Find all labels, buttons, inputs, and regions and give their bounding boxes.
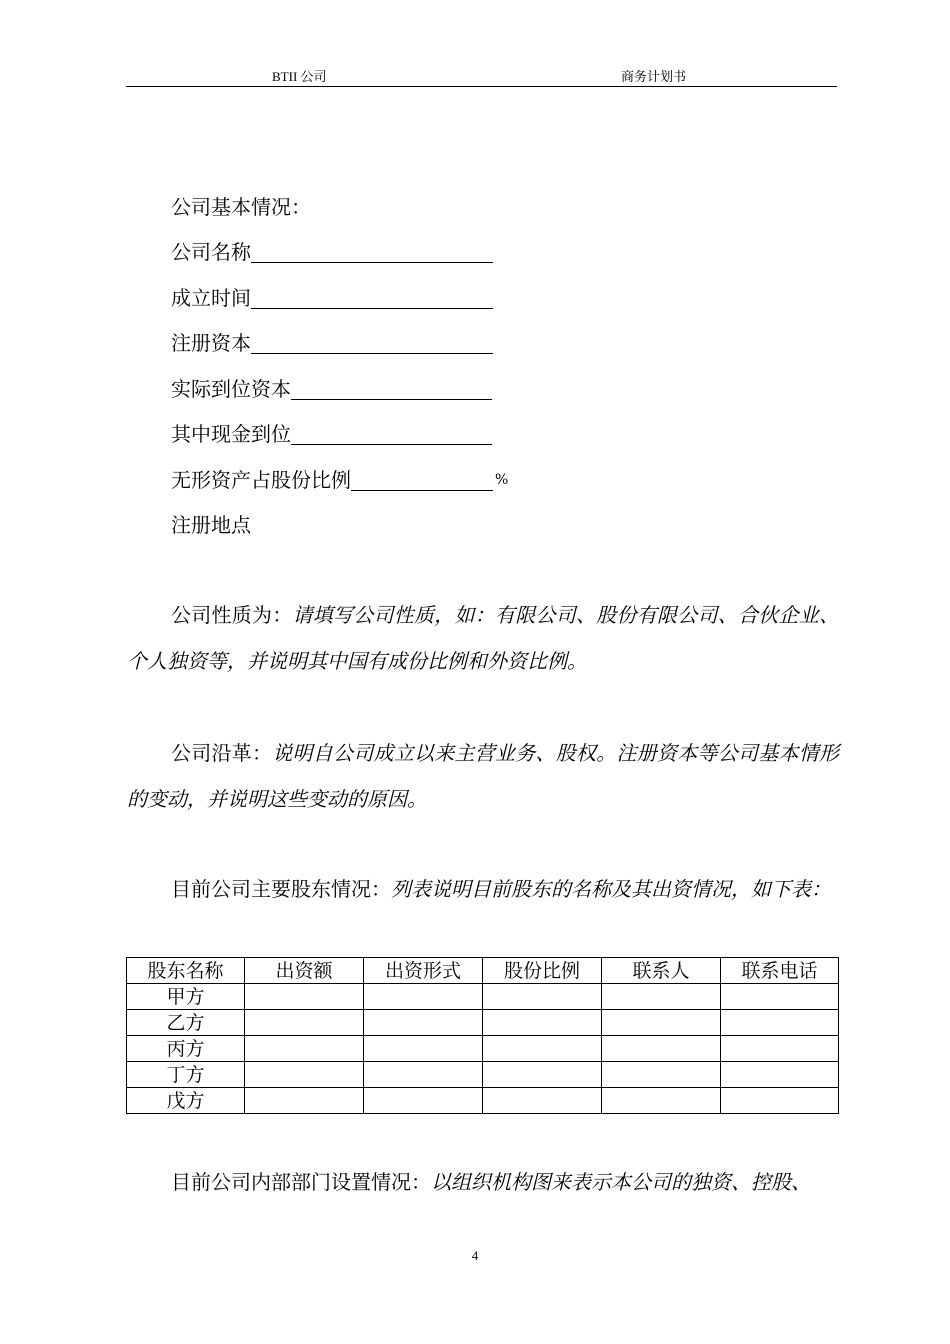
shareholder-name: 丁方 [127, 1062, 245, 1088]
table-header-row [127, 958, 839, 984]
header-doc-title: 商务计划书 [621, 69, 687, 84]
shareholders-paragraph [127, 866, 839, 912]
table-cell[interactable] [721, 984, 839, 1010]
table-cell[interactable] [483, 1062, 602, 1088]
table-cell[interactable] [364, 1010, 483, 1036]
table-cell[interactable] [602, 1062, 721, 1088]
table-cell[interactable] [245, 1036, 364, 1062]
header-rule [126, 86, 837, 87]
field-intangible-ratio [171, 468, 508, 492]
column-header: 联系电话 [721, 958, 839, 984]
shareholders-instruction: 列表说明目前股东的名称及其出资情况，如下表： [391, 877, 831, 901]
table-cell[interactable] [721, 1010, 839, 1036]
field-label: 无形资产占股份比例 [171, 468, 351, 492]
column-header: 联系人 [602, 958, 721, 984]
fill-in-line[interactable] [251, 240, 493, 263]
table-cell[interactable] [602, 1010, 721, 1036]
table-cell[interactable] [245, 984, 364, 1010]
field-label: 注册地点 [171, 513, 251, 537]
table-cell[interactable] [483, 1036, 602, 1062]
column-header: 出资形式 [364, 958, 483, 984]
percent-sign: % [495, 472, 509, 488]
table-cell[interactable] [721, 1088, 839, 1114]
field-label: 成立时间 [171, 286, 251, 310]
page-number: 4 [471, 1248, 479, 1263]
shareholder-name: 丙方 [127, 1036, 245, 1062]
departments-label: 目前公司内部部门设置情况： [171, 1170, 431, 1194]
table-cell[interactable] [602, 1036, 721, 1062]
shareholder-name: 戊方 [127, 1088, 245, 1114]
fill-in-line[interactable] [251, 286, 493, 309]
table-cell[interactable] [245, 1062, 364, 1088]
field-cash-paid-in [171, 422, 492, 446]
column-header: 出资额 [245, 958, 364, 984]
shareholder-name: 甲方 [127, 984, 245, 1010]
table-cell[interactable] [602, 1088, 721, 1114]
table-cell[interactable] [364, 1062, 483, 1088]
shareholder-name: 乙方 [127, 1010, 245, 1036]
field-registered-capital [171, 331, 493, 355]
fill-in-line[interactable] [351, 468, 493, 491]
column-header: 股份比例 [483, 958, 602, 984]
field-company-name [171, 240, 493, 264]
departments-instruction: 以组织机构图来表示本公司的独资、控股、 [431, 1170, 811, 1194]
fill-in-line[interactable] [291, 377, 492, 400]
nature-instruction: 请填写公司性质，如：有限公司、股份有限公司、合伙企业、个人独资等，并说明其中国有成份比例和外资比例。 [127, 603, 839, 673]
company-nature-paragraph [127, 592, 839, 684]
company-history-paragraph [127, 730, 839, 822]
field-label: 其中现金到位 [171, 422, 291, 446]
field-registered-address [171, 513, 251, 537]
table-cell[interactable] [245, 1010, 364, 1036]
basic-info-title: 公司基本情况： [171, 195, 311, 219]
field-founded-date [171, 286, 493, 310]
table-cell[interactable] [721, 1062, 839, 1088]
departments-paragraph [127, 1159, 839, 1205]
history-label: 公司沿革： [171, 741, 273, 765]
table-cell[interactable] [483, 984, 602, 1010]
field-label: 公司名称 [171, 240, 251, 264]
shareholders-table [126, 957, 839, 1114]
table-cell[interactable] [483, 1088, 602, 1114]
table-row [127, 1036, 839, 1062]
fill-in-line[interactable] [291, 422, 492, 445]
shareholders-label: 目前公司主要股东情况： [171, 877, 391, 901]
table-row [127, 984, 839, 1010]
field-paid-in-capital [171, 377, 492, 401]
field-label: 实际到位资本 [171, 377, 291, 401]
field-label: 注册资本 [171, 331, 251, 355]
column-header: 股东名称 [127, 958, 245, 984]
history-instruction: 说明自公司成立以来主营业务、股权。注册资本等公司基本情形的变动，并说明这些变动的原因。 [127, 741, 839, 811]
table-cell[interactable] [364, 1036, 483, 1062]
header-company: BTII 公司 [272, 69, 327, 84]
nature-label: 公司性质为： [171, 603, 293, 627]
table-cell[interactable] [245, 1088, 364, 1114]
table-cell[interactable] [364, 984, 483, 1010]
table-cell[interactable] [483, 1010, 602, 1036]
table-cell[interactable] [602, 984, 721, 1010]
table-cell[interactable] [364, 1088, 483, 1114]
table-row [127, 1010, 839, 1036]
table-row [127, 1062, 839, 1088]
table-cell[interactable] [721, 1036, 839, 1062]
table-row [127, 1088, 839, 1114]
fill-in-line[interactable] [251, 331, 493, 354]
